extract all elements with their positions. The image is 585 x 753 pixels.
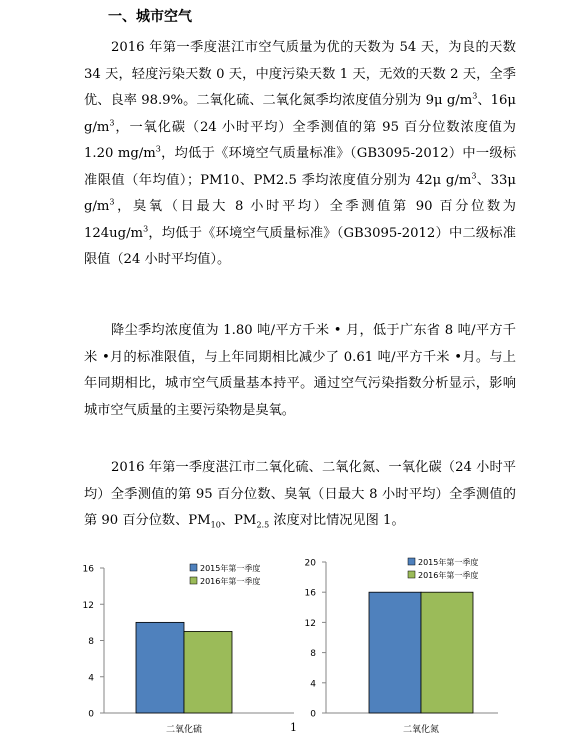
legend-label: 2015年第一季度 — [418, 558, 479, 567]
bar-2 — [184, 631, 232, 713]
legend-swatch — [408, 571, 415, 578]
y-tick-label: 0 — [310, 709, 316, 720]
page-number: 1 — [290, 721, 297, 734]
comparison-paragraph: 2016 年第一季度湛江市二氧化硫、二氧化氮、一氧化碳（24 小时平均）全季测值的第 95 百分位数、臭氧（日最大 8 小时平均）全季测值的第 90 百分位数、$PM_{10}$、$PM_{2.5}$ 浓度对比情况见图 1。 — [84, 460, 516, 530]
bar-1 — [136, 622, 184, 713]
y-tick-label: 8 — [88, 637, 94, 647]
y-tick-label: 8 — [310, 649, 316, 660]
y-tick-label: 0 — [88, 709, 94, 720]
chart-svg — [72, 558, 302, 750]
no2-bar-chart — [300, 552, 500, 750]
legend-label: 2016年第一季度 — [200, 577, 261, 586]
legend-label: 2015年第一季度 — [200, 564, 261, 573]
y-tick-label: 4 — [88, 673, 94, 684]
so2-bar-chart — [72, 558, 302, 750]
bar-2 — [421, 592, 473, 713]
category-label: 二氧化硫 — [165, 725, 203, 735]
chart-svg — [300, 552, 500, 750]
category-label: 二氧化氮 — [402, 725, 440, 735]
y-tick-label: 4 — [310, 679, 316, 690]
y-tick-label: 16 — [82, 564, 94, 575]
legend-swatch — [190, 564, 197, 571]
bar-1 — [369, 592, 421, 713]
y-tick-label: 16 — [304, 588, 316, 599]
dustfall-paragraph: 降尘季均浓度值为 1.80 吨/平方千米 • 月，低于广东省 8 吨/平方千米 •月的标准限值，与上年同期相比减少了 0.61 吨/平方千米 •月。与上年同期相比，城市空气质量基本持平。通过空气污染指数分析显示，影响城市空气质量的主要污染物是臭氧。 — [84, 323, 516, 418]
legend-label: 2016年第一季度 — [418, 571, 479, 580]
legend-swatch — [190, 577, 197, 584]
y-tick-label: 12 — [82, 600, 94, 611]
section-title: 一、城市空气 — [108, 9, 192, 25]
y-tick-label: 12 — [304, 618, 316, 629]
legend-swatch — [408, 558, 415, 565]
air-quality-paragraph: 2016 年第一季度湛江市空气质量为优的天数为 54 天，为良的天数 34 天，轻度污染天数 0 天，中度污染天数 1 天，无效的天数 2 天，全季优、良率 98.9%。二氧化硫、二氧化氮季均浓度值分别为 9μ $g/m^3$、16μ $g/m^3$，一氧化碳（24 小时平均）全季测值的第 95 百分位数浓度值为 1.20 $mg/m^3$，均低于《环境空气质量标准》（GB3095-2012）中一级标准限值（年均值）；PM10、PM2.5 季均浓度值分别为 42μ $g/m^3$、33μ $g/m^3$，臭氧（日最大 8 小时平均）全季测值第 90 百分位数为 $124ug/m^3$，均低于《环境空气质量标准》（GB3095-2012）中二级标准限值（24 小时平均值）。 — [84, 40, 517, 267]
y-tick-label: 20 — [304, 558, 316, 569]
